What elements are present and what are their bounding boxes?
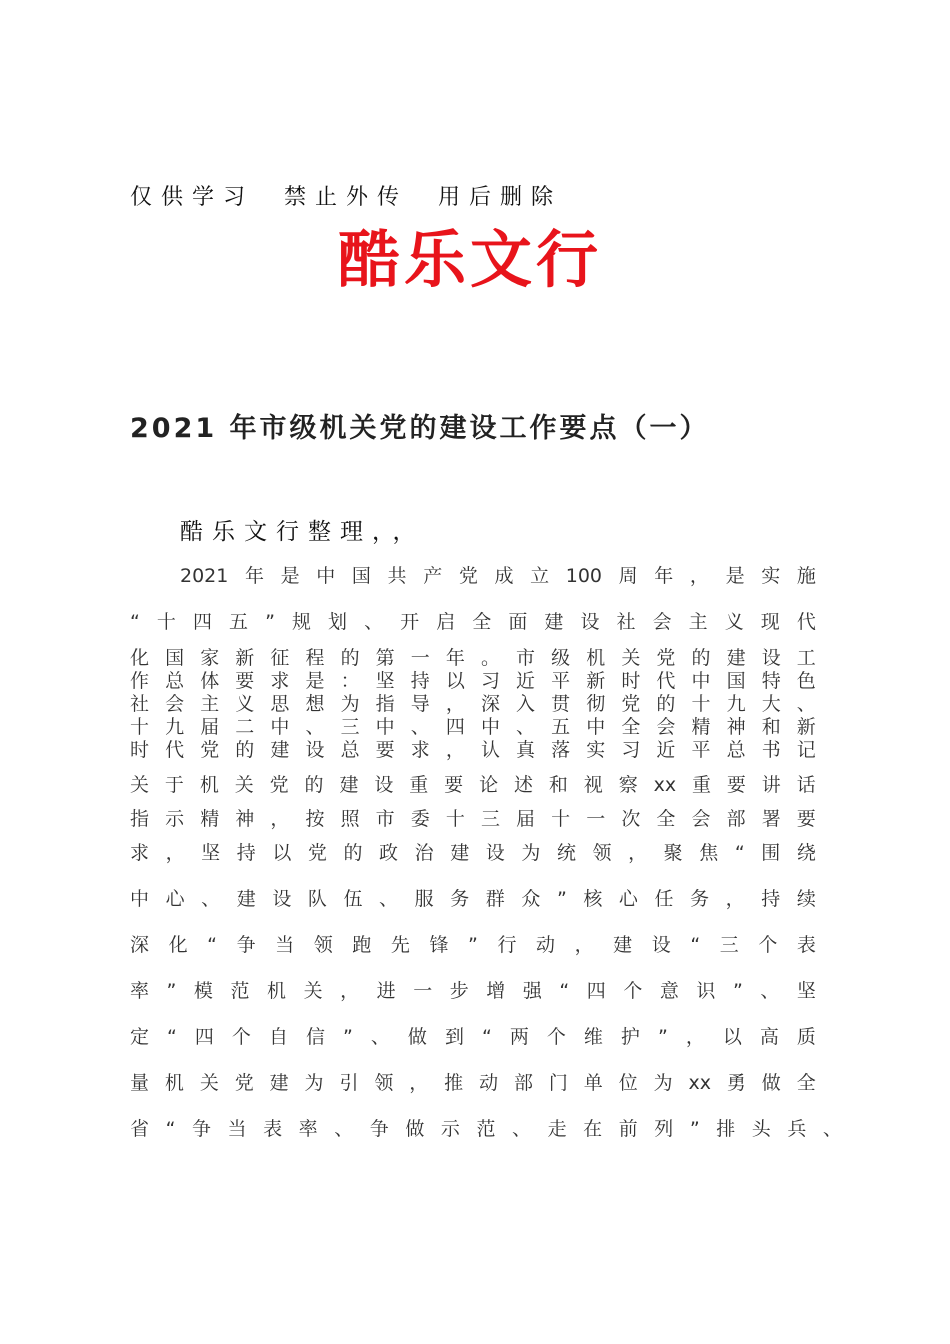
body-line: 量 机 关 党 建 为 引 领 ， 推 动 部 门 单 位 为 xx 勇 做 全 [130,1072,816,1094]
body-line: 作 总 体 要 求 是 ： 坚 持 以 习 近 平 新 时 代 中 国 特 色 [130,670,816,692]
body-line: 化 国 家 新 征 程 的 第 一 年 。 市 级 机 关 党 的 建 设 工 [130,647,816,669]
body-line: 社 会 主 义 思 想 为 指 导 ， 深 入 贯 彻 党 的 十 九 大 、 [130,693,816,715]
compiler-line: 酷乐文行整理，， [180,519,425,545]
body-line: 十 九 届 二 中 、 三 中 、 四 中 、 五 中 全 会 精 神 和 新 [130,716,816,738]
notice-no-distribution: 禁止外传 [284,185,409,210]
body-line: 省 “ 争 当 表 率 、 争 做 示 范 、 走 在 前 列 ” 排 头 兵 、 [130,1118,842,1140]
body-line: 指 示 精 神 ， 按 照 市 委 十 三 届 十 一 次 全 会 部 署 要 [130,808,816,830]
brand-title: 酷乐文行 [338,223,603,296]
document-title: 2021 年市级机关党的建设工作要点（一） [130,413,710,444]
body-line: “ 十 四 五 ” 规 划 、 开 启 全 面 建 设 社 会 主 义 现 代 [130,611,816,633]
notice-study-only: 仅供学习 [130,185,255,210]
body-line: 求 ， 坚 持 以 党 的 政 治 建 设 为 统 领 ， 聚 焦 “ 围 绕 [130,842,816,864]
body-line: 2021 年 是 中 国 共 产 党 成 立 100 周 年 ， 是 实 施 [180,565,816,587]
body-line: 率 ” 模 范 机 关 ， 进 一 步 增 强 “ 四 个 意 识 ” 、 坚 [130,980,816,1002]
body-line: 深 化 “ 争 当 领 跑 先 锋 ” 行 动 ， 建 设 “ 三 个 表 [130,934,816,956]
body-line: 定 “ 四 个 自 信 ” 、 做 到 “ 两 个 维 护 ” ， 以 高 质 [130,1026,816,1048]
notice-delete-after-use: 用后删除 [438,185,563,210]
body-line: 时 代 党 的 建 设 总 要 求 ， 认 真 落 实 习 近 平 总 书 记 [130,739,816,761]
body-line: 关 于 机 关 党 的 建 设 重 要 论 述 和 视 察 xx 重 要 讲 话 [130,774,816,796]
body-line: 中 心 、 建 设 队 伍 、 服 务 群 众 ” 核 心 任 务 ， 持 续 [130,888,816,910]
usage-notice [130,180,576,211]
